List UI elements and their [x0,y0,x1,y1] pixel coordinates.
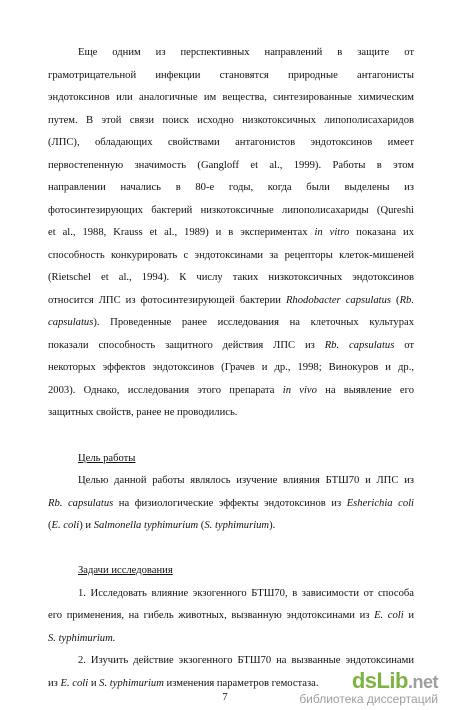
watermark-logo [296,668,438,708]
page-number: 7 [222,692,228,703]
text-line: (ЛПС), обладающих свойствами антагонистов эндотоксинов имеет [48,137,414,148]
watermark-subtitle: библиотека диссертаций [299,692,438,706]
text-line: фотосинтезирующих бактерий низкотоксичные липополисахариды (Qureshi [48,205,414,216]
watermark-name: dsLib [351,668,408,693]
text-line: защитных свойств, ранее не проводились. [48,407,238,418]
text-line: путем. В этой связи поиск исходно низкотоксичных липополисахаридов [48,115,414,126]
text-line: et al., 1988, Krauss et al., 1989) и в экспериментах in vitro показана их [48,227,414,238]
text-line: относится ЛПС из фотосинтезирующей бактерии Rhodobacter capsulatus (Rb. [48,295,414,306]
watermark-domain: .net [407,672,438,692]
text-line: показали способность защитного действия ЛПС из Rb. capsulatus от [48,340,414,351]
text-line: capsulatus). Проведенные ранее исследования на клеточных культурах [48,317,414,328]
section-heading: Цель работы [78,453,136,464]
list-item: 1. Исследовать влияние экзогенного БТШ70, в зависимости от способа [78,588,414,599]
text-line: способность конкурировать с эндотоксинами за рецепторы клеток-мишеней [48,250,414,261]
text-line: (Rietschel et al., 1994). К числу таких низкотоксичных эндотоксинов [48,272,414,283]
text-line: грамотрицательной инфекции становятся природные антагонисты [48,70,414,81]
list-item: 2. Изучить действие экзогенного БТШ70 на вызванные эндотоксинами [78,655,414,666]
text-line: Целью данной работы являлось изучение влияния БТШ70 и ЛПС из [78,475,414,486]
text-line: Еще одним из перспективных направлений в защите от [78,47,414,58]
text-line: его применения, на гибель животных, вызванную эндотоксинами из E. coli и [48,610,414,621]
text-line: первостепенную значимость (Gangloff et al., 1999). Работы в этом [48,160,414,171]
text-line: из E. coli и S. typhimurium изменения параметров гемостаза. [48,678,319,689]
text-line: эндотоксинов или аналогичные им вещества, синтезированные химическим [48,92,414,103]
text-line: (E. coli) и Salmonella typhimurium (S. typhimurium). [48,520,276,531]
text-line: 2003). Однако, исследования этого препарата in vivo на выявление его [48,385,414,396]
text-line: некоторых эффектов эндотоксинов (Грачев и др., 1998; Винокуров и др., [48,362,414,373]
section-heading: Задачи исследования [78,565,173,576]
text-line: направлении начались в 80-е годы, когда были выделены из [48,182,414,193]
text-line: Rb. capsulatus на физиологические эффекты эндотоксинов из Esherichia coli [48,498,414,509]
text-line: S. typhimurium. [48,633,116,644]
